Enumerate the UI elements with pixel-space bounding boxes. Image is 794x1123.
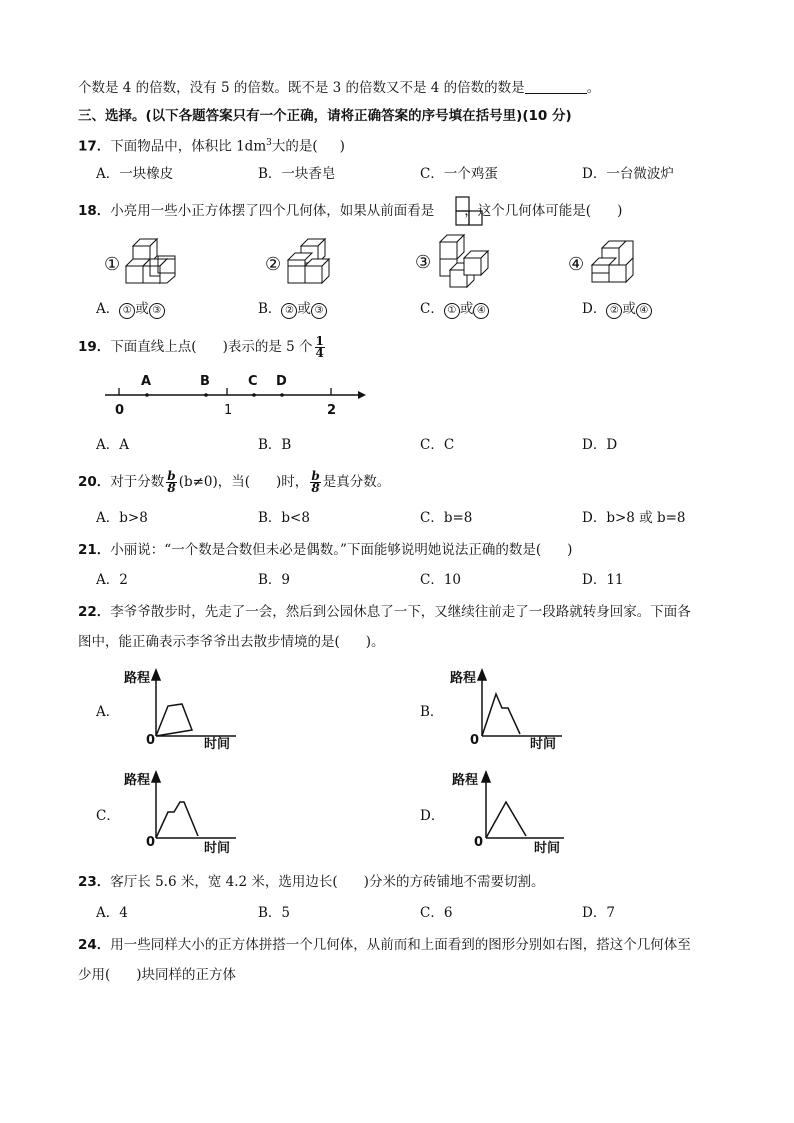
circle-num: ① xyxy=(119,303,135,319)
question-number: 22． xyxy=(78,604,111,620)
question-text: 少用( xyxy=(78,967,111,983)
question-18 xyxy=(78,201,622,221)
question-number: 17． xyxy=(78,138,111,155)
circle-num: ① xyxy=(444,303,460,319)
circle-num: ③ xyxy=(311,303,327,319)
option-c[interactable]: C．一个鸡蛋 xyxy=(420,166,498,182)
fraction xyxy=(315,336,325,359)
cube-figure-2 xyxy=(283,234,338,290)
option-a[interactable]: A．b>8 xyxy=(96,510,148,526)
question-24-line1 xyxy=(78,935,691,955)
option-b[interactable]: B．一块香皂 xyxy=(258,166,336,182)
option-a[interactable]: A．A xyxy=(96,437,129,453)
question-text: ) xyxy=(339,138,345,155)
option-d[interactable]: D．D xyxy=(582,437,618,453)
question-number: 23． xyxy=(78,874,111,890)
section-title: 三、选择。(以下各题答案只有一个正确，请将正确答案的序号填在括号里)(10 分) xyxy=(78,108,572,124)
option-c[interactable]: C．b=8 xyxy=(420,510,473,526)
circle-num: ③ xyxy=(149,303,165,319)
graph-xlabel: 时间 xyxy=(204,737,231,752)
answer-blank[interactable] xyxy=(525,79,587,94)
option-d[interactable]: D．一台微波炉 xyxy=(582,166,674,182)
point-label-b: B xyxy=(200,374,210,389)
question-text: (b≠0)，当( xyxy=(178,474,251,490)
tick-label-2: 2 xyxy=(327,403,337,418)
option-letter: A． xyxy=(96,301,120,317)
question-text: 下面直线上点( xyxy=(110,339,197,355)
option-c[interactable]: C．10 xyxy=(420,572,462,588)
option-d[interactable]: D．7 xyxy=(582,905,615,921)
circle-num: ④ xyxy=(636,303,652,319)
option-b[interactable]: B．9 xyxy=(258,572,291,588)
figure-label-3: ③ xyxy=(415,252,432,273)
tick-label-1: 1 xyxy=(224,403,233,418)
option-a[interactable]: A．2 xyxy=(96,572,128,588)
question-24-line2 xyxy=(78,965,236,985)
question-20 xyxy=(78,470,390,494)
graph-a xyxy=(118,668,248,756)
question-text: ，这个几何体可能是( xyxy=(464,203,592,219)
option-or: 或 xyxy=(622,301,636,317)
circle-num: ④ xyxy=(473,303,489,319)
front-view-icon xyxy=(455,196,485,228)
intro-end: 。 xyxy=(586,80,601,96)
figure-label-1: ① xyxy=(104,254,121,275)
option-d[interactable]: D．b>8 或 b=8 xyxy=(582,510,686,526)
cube-figure-1 xyxy=(123,234,178,290)
option-b[interactable]: B．B xyxy=(258,437,292,453)
question-text: 李爷爷散步时，先走了一会，然后到公园休息了一下，又继续往前走了一段路就转身回家。下面各 xyxy=(110,604,691,620)
fraction-numerator: 1 xyxy=(315,334,324,348)
fraction-denominator: 4 xyxy=(315,346,324,360)
option-a[interactable] xyxy=(96,299,165,319)
graph-c xyxy=(118,770,248,860)
graph-origin: 0 xyxy=(146,835,156,850)
question-number: 24． xyxy=(78,937,111,953)
option-or: 或 xyxy=(297,301,311,317)
question-text: )块同样的正方体 xyxy=(136,967,237,983)
question-22-line2 xyxy=(78,632,385,652)
fraction xyxy=(166,471,176,494)
option-b[interactable]: B． xyxy=(420,704,444,720)
graph-origin: 0 xyxy=(470,733,480,748)
option-letter: D． xyxy=(582,301,607,317)
graph-xlabel: 时间 xyxy=(204,841,231,856)
question-text: 图中，能正确表示李爷爷出去散步情境的是( xyxy=(78,634,340,650)
figure-label-2: ② xyxy=(265,254,282,275)
option-c[interactable]: C．C xyxy=(420,437,455,453)
number-line xyxy=(100,370,370,420)
graph-xlabel: 时间 xyxy=(534,841,561,856)
fraction-numerator: b xyxy=(311,469,320,483)
intro-line xyxy=(78,78,600,98)
question-23 xyxy=(78,872,544,892)
point-label-a: A xyxy=(141,374,152,389)
option-d[interactable]: D． xyxy=(420,808,445,824)
option-a[interactable]: A．4 xyxy=(96,905,128,921)
option-letter: C． xyxy=(420,301,444,317)
fraction-denominator: 8 xyxy=(167,481,176,495)
question-text: 是真分数。 xyxy=(322,474,391,490)
graph-b xyxy=(440,668,570,756)
question-text: )分米的方砖铺地不需要切割。 xyxy=(363,874,545,890)
question-number: 19． xyxy=(78,339,111,355)
option-d[interactable] xyxy=(582,299,652,319)
question-text: 小亮用一些小正方体摆了四个几何体，如果从前面看是 xyxy=(110,203,435,219)
fraction-numerator: b xyxy=(167,469,176,483)
option-b[interactable]: B．b<8 xyxy=(258,510,310,526)
figure-label-4: ④ xyxy=(568,254,585,275)
question-19 xyxy=(78,336,327,359)
question-text: ) xyxy=(617,203,623,219)
graph-ylabel: 路程 xyxy=(450,671,477,686)
option-a[interactable]: A． xyxy=(96,704,120,720)
question-number: 21． xyxy=(78,542,111,558)
question-17 xyxy=(78,133,345,157)
question-number: 18． xyxy=(78,203,111,219)
tick-label-0: 0 xyxy=(115,403,125,418)
point-label-c: C xyxy=(248,374,258,389)
question-text: 大的是( xyxy=(271,138,318,155)
fraction-denominator: 8 xyxy=(311,481,320,495)
option-or: 或 xyxy=(135,301,149,317)
graph-origin: 0 xyxy=(474,835,484,850)
circle-num: ② xyxy=(606,303,622,319)
graph-xlabel: 时间 xyxy=(530,737,557,752)
question-text: )表示的是 5 个 xyxy=(222,339,313,355)
question-text: )。 xyxy=(365,634,385,650)
option-d[interactable]: D．11 xyxy=(582,572,624,588)
fraction xyxy=(310,471,320,494)
question-text: 小丽说：“一个数是合数但未必是偶数。”下面能够说明她说法正确的数是( xyxy=(110,542,542,558)
graph-ylabel: 路程 xyxy=(452,773,479,788)
option-a[interactable]: A．一块橡皮 xyxy=(96,166,174,182)
point-label-d: D xyxy=(276,374,287,389)
graph-ylabel: 路程 xyxy=(124,773,151,788)
option-c[interactable] xyxy=(420,299,489,319)
question-number: 20． xyxy=(78,474,111,490)
question-text: 用一些同样大小的正方体拼搭一个几何体，从前而和上面看到的图形分别如右图，搭这个几何体至 xyxy=(110,937,691,953)
option-c[interactable]: C． xyxy=(96,808,120,824)
graph-d xyxy=(440,770,570,860)
question-text: 客厅长 5.6 米，宽 4.2 米，选用边长( xyxy=(110,874,338,890)
question-text: ) xyxy=(567,542,573,558)
circle-num: ② xyxy=(281,303,297,319)
option-letter: B． xyxy=(258,301,282,317)
question-22-line1 xyxy=(78,602,691,622)
intro-text: 个数是 4 的倍数，没有 5 的倍数。既不是 3 的倍数又不是 4 的倍数的数是 xyxy=(78,80,525,96)
question-text: 下面物品中，体积比 1dm xyxy=(110,138,267,155)
superscript: 3 xyxy=(266,138,272,148)
option-b[interactable]: B．5 xyxy=(258,905,291,921)
option-c[interactable]: C．6 xyxy=(420,905,453,921)
question-text: )时， xyxy=(276,474,309,490)
question-text: 对于分数 xyxy=(110,474,165,490)
option-or: 或 xyxy=(459,301,474,317)
graph-ylabel: 路程 xyxy=(124,671,151,686)
cube-figure-3 xyxy=(436,232,491,292)
graph-origin: 0 xyxy=(146,733,156,748)
cube-figure-4 xyxy=(588,238,640,290)
option-b[interactable] xyxy=(258,299,327,319)
question-21 xyxy=(78,540,572,560)
